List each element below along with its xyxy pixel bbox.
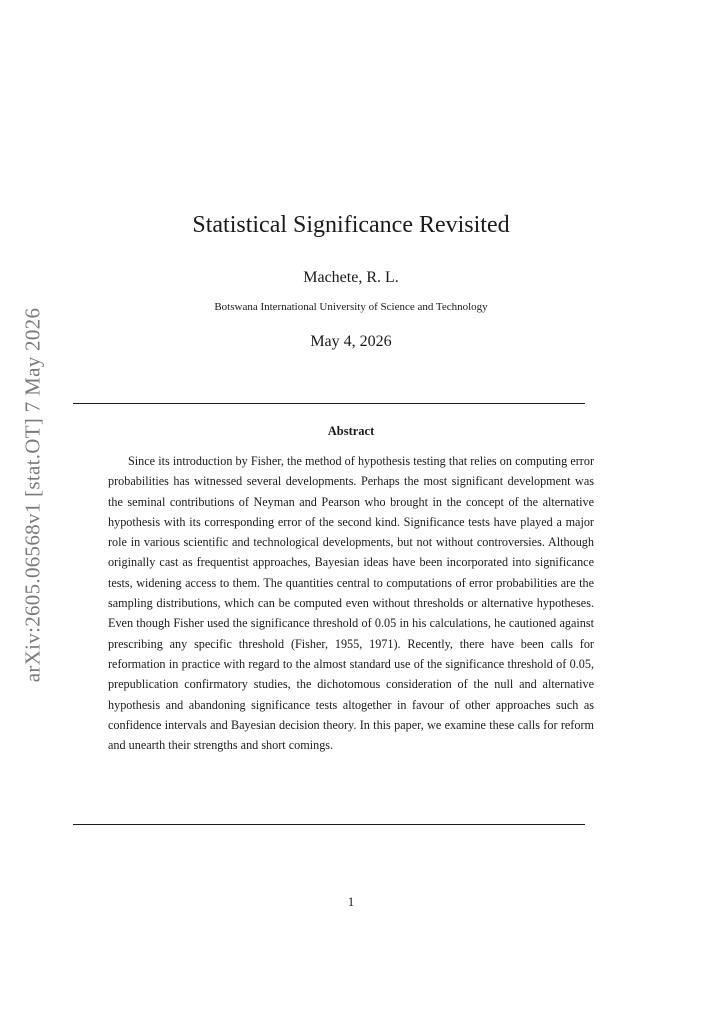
abstract-text: Since its introduction by Fisher, the method of hypothesis testing that relies on computing error probabilities has witnessed several developments. Perhaps the most significant development was the seminal contributions of Neyman and Pearson who brought in the concept of the alternative hypothesis with its corresponding error of the second kind. Significance tests have played a major role in various scientific and technological developments, but not without controversies. Although originally cast as frequentist approaches, Bayesian ideas have been incorporated into significance tests, widening access to them. The quantities central to computations of error probabilities are the sampling distributions, which can be computed even without thresholds or alternative hypotheses. Even though Fisher used the significance threshold of 0.05 in his calculations, he cautioned against prescribing any specific threshold (Fisher, 1955, 1971). Recently, there have been calls for reformation in practice with regard to the almost standard use of the significance threshold of 0.05, prepublication confirmatory studies, the dichotomous consideration of the null and alternative hypothesis and abandoning significance tests altogether in favour of other approaches such as confidence intervals and Bayesian decision theory. In this paper, we examine these calls for reform and unearth their strengths and short comings. [108, 454, 594, 753]
author-affiliation: Botswana International University of Science and Technology [214, 301, 488, 313]
arxiv-identifier-stamp: arXiv:2605.06568v1 [stat.OT] 7 May 2026 [20, 307, 45, 683]
abstract-heading: Abstract [327, 424, 375, 438]
bottom-divider [73, 824, 585, 825]
paper-date: May 4, 2026 [310, 333, 392, 350]
paper-author: Machete, R. L. [303, 269, 399, 286]
page-number: 1 [347, 894, 355, 909]
top-divider [73, 403, 585, 404]
paper-title: Statistical Significance Revisited [192, 212, 510, 238]
